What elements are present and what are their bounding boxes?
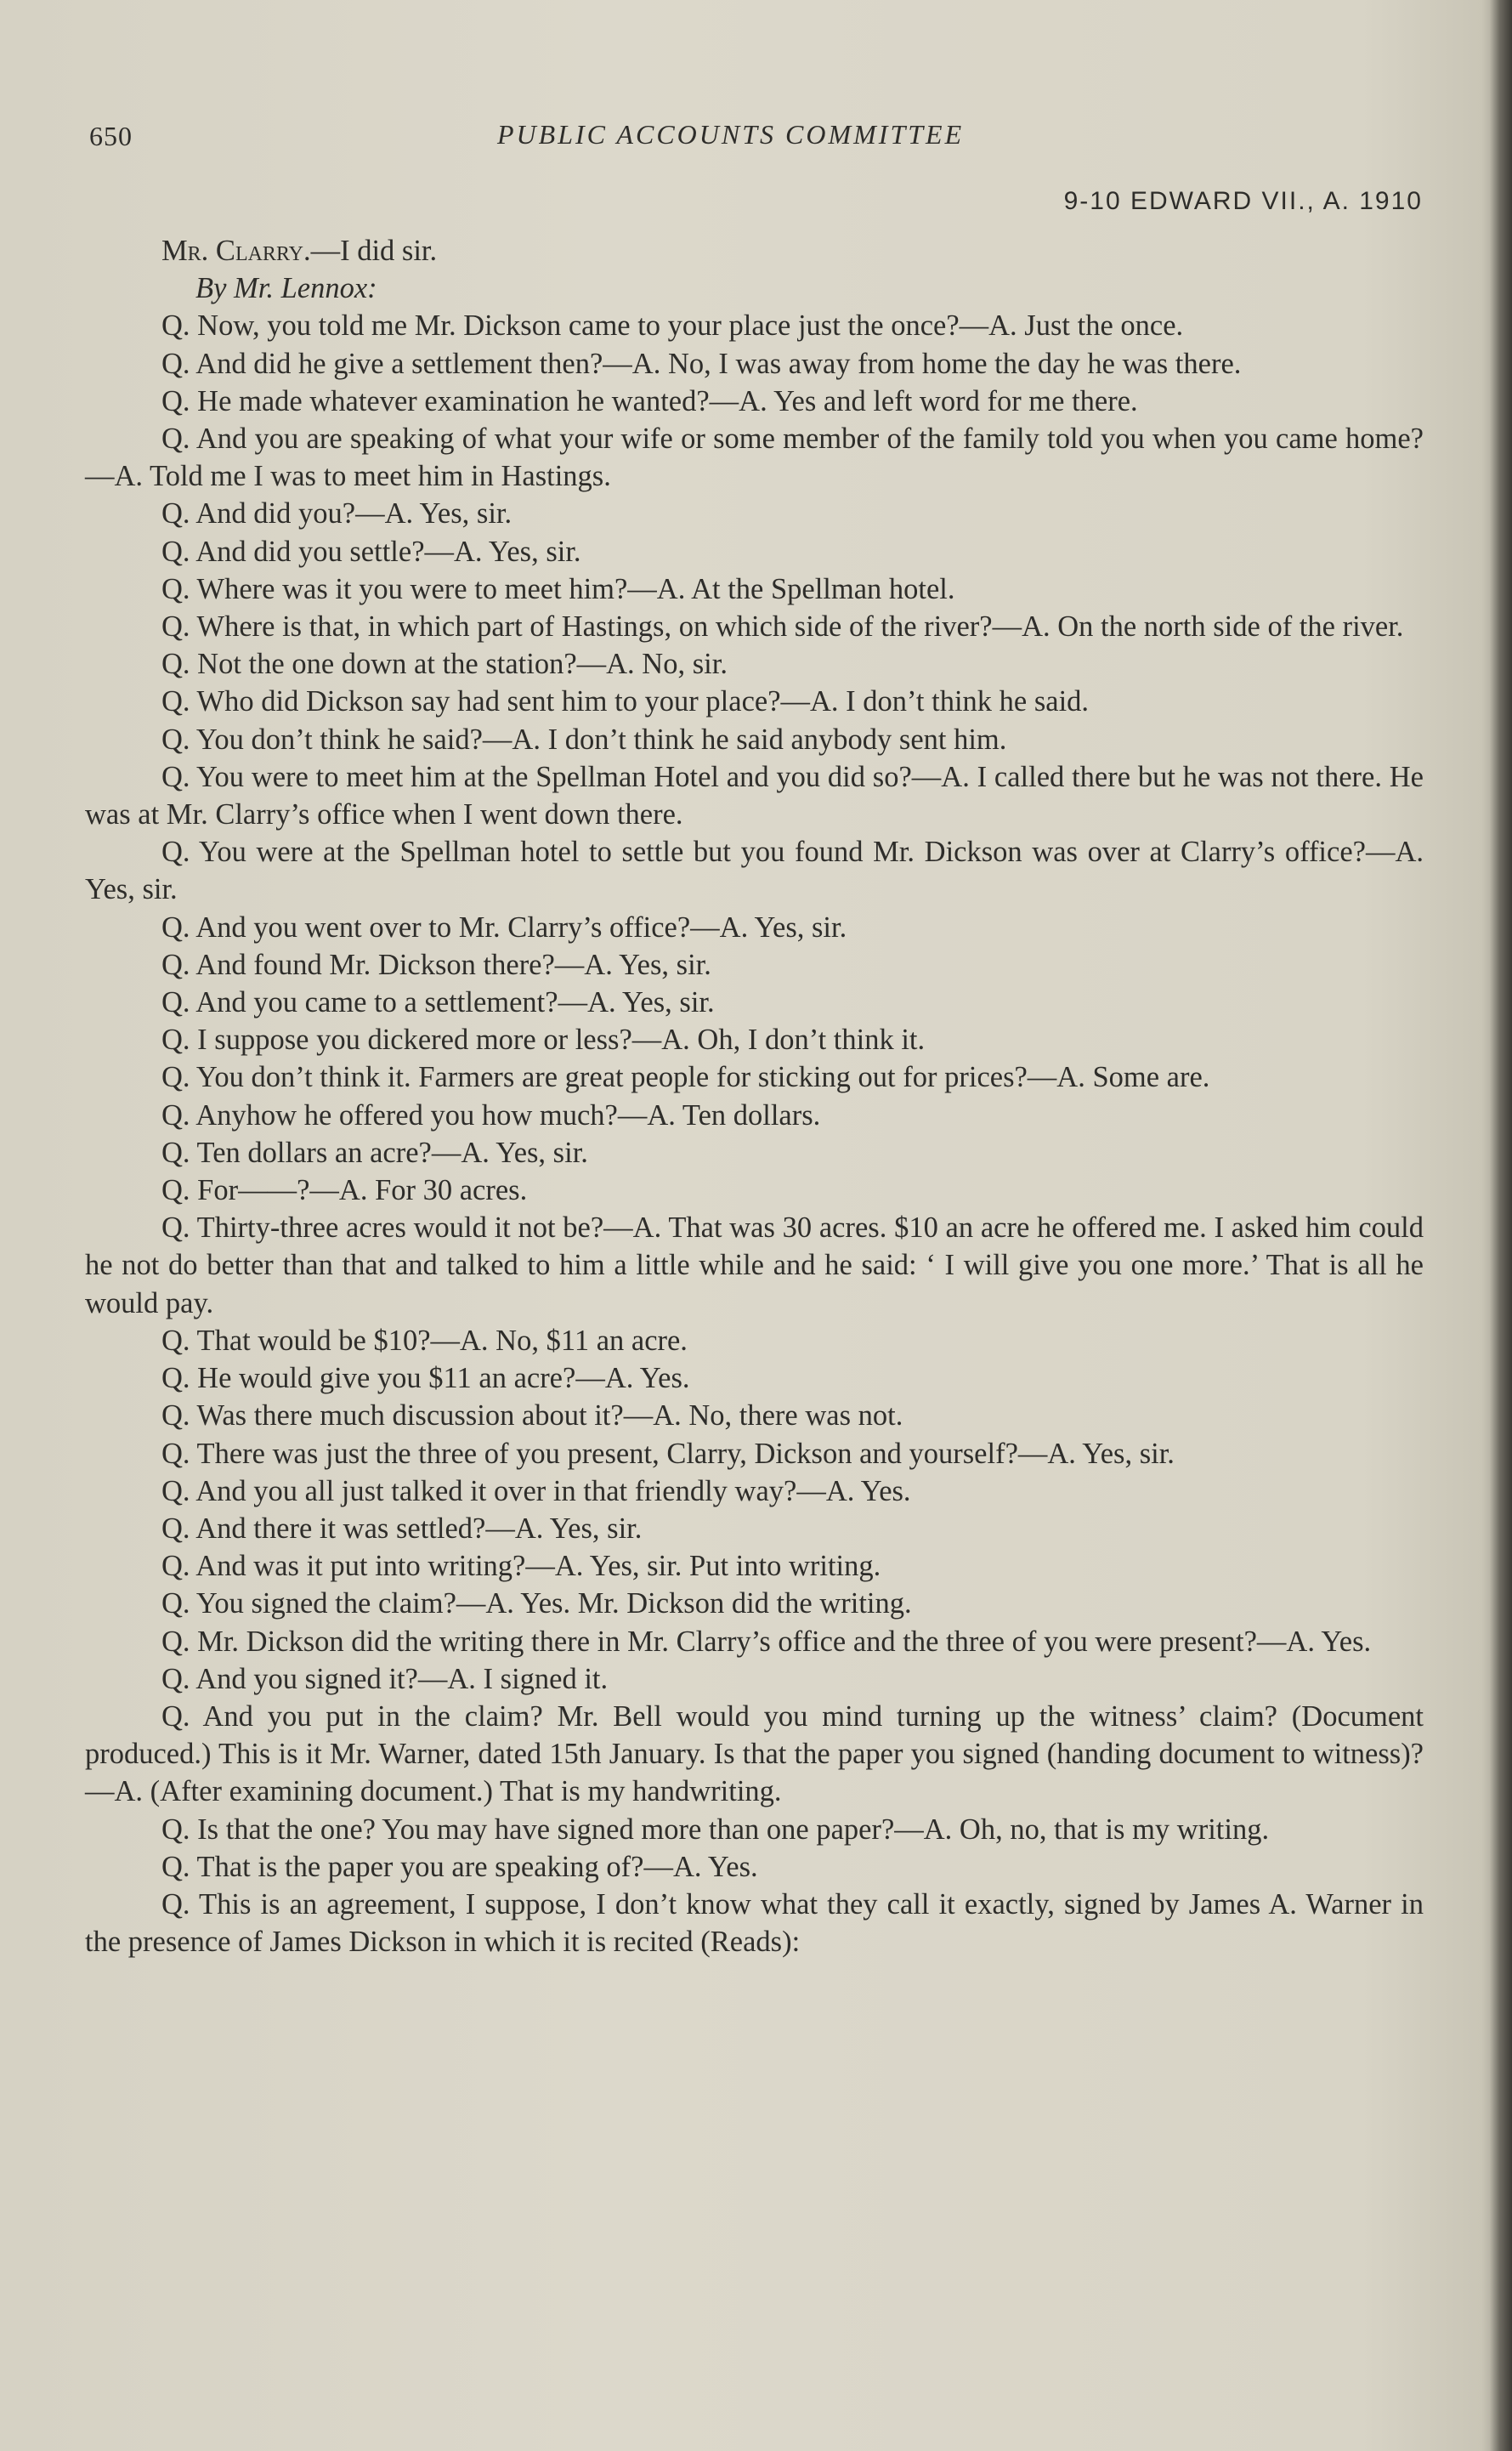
paragraph: Q. Who did Dickson say had sent him to your place?—A. I don’t think he said. xyxy=(161,685,1090,718)
paragraph: Q. And you came to a settlement?—A. Yes, sir. xyxy=(161,986,715,1019)
paragraph: Q. You don’t think it. Farmers are great people for sticking out for prices?—A. Some are. xyxy=(161,1061,1210,1094)
speaker-name: Mr. Clarry xyxy=(161,235,303,267)
paragraph: Q. I suppose you dickered more or less?—A. Oh, I don’t think it. xyxy=(161,1024,926,1057)
paragraph: Q. And you all just talked it over in that friendly way?—A. Yes. xyxy=(161,1474,911,1507)
paragraph: Q. Where is that, in which part of Hastings, on which side of the river?—A. On the north side of the river. xyxy=(161,610,1404,644)
paragraph: Q. You don’t think he said?—A. I don’t think he said anybody sent him. xyxy=(161,723,1007,756)
speaker-line xyxy=(85,232,1424,269)
examiner-heading: By Mr. Lennox: xyxy=(195,272,377,305)
paragraph: Q. Is that the one? You may have signed more than one paper?—A. Oh, no, that is my writing. xyxy=(161,1813,1270,1846)
paragraph: Q. Where was it you were to meet him?—A. At the Spellman hotel. xyxy=(161,572,955,605)
book-spine-shadow xyxy=(1490,0,1512,2451)
paragraph: Q. Ten dollars an acre?—A. Yes, sir. xyxy=(161,1136,588,1169)
paragraph: Q. There was just the three of you present, Clarry, Dickson and yourself?—A. Yes, sir. xyxy=(161,1437,1175,1470)
testimony-text xyxy=(85,232,1424,1960)
running-title: PUBLIC ACCOUNTS COMMITTEE xyxy=(497,119,965,150)
paragraph: Q. That is the paper you are speaking of?—A. Yes. xyxy=(161,1850,758,1883)
paragraph: Q. For——?—A. For 30 acres. xyxy=(161,1174,528,1207)
page-number: 650 xyxy=(89,121,133,151)
paragraph: Q. You were at the Spellman hotel to settle but you found Mr. Dickson was over at Clarry’s office?—A. Yes, sir. xyxy=(85,836,1424,906)
paragraph: Q. Not the one down at the station?—A. No, sir. xyxy=(161,648,728,681)
paragraph: Q. You signed the claim?—A. Yes. Mr. Dickson did the writing. xyxy=(161,1587,912,1620)
paragraph: Q. And did he give a settlement then?—A. No, I was away from home the day he was there. xyxy=(161,347,1242,380)
paragraph: Q. You were to meet him at the Spellman Hotel and you did so?—A. I called there but he was not there. He was at Mr. Clarry’s office when I went down there. xyxy=(85,760,1424,831)
paragraph: Q. Thirty-three acres would it not be?—A. That was 30 acres. $10 an acre he offered me. I asked him could he not do better than that and talked to him a little while and he said: ‘ I will give you one more.’ That is all he would pay. xyxy=(85,1211,1424,1319)
paragraph: Q. Now, you told me Mr. Dickson came to your place just the once?—A. Just the once. xyxy=(161,309,1184,343)
paragraph: Q. And you went over to Mr. Clarry’s office?—A. Yes, sir. xyxy=(161,911,847,944)
paragraph: Q. He would give you $11 an acre?—A. Yes. xyxy=(161,1362,690,1395)
paragraph: Q. He made whatever examination he wanted?—A. Yes and left word for me there. xyxy=(161,384,1138,417)
paragraph: Q. And found Mr. Dickson there?—A. Yes, sir. xyxy=(161,948,711,981)
paragraph: Q. And did you?—A. Yes, sir. xyxy=(161,497,512,530)
paragraph: Q. And you put in the claim? Mr. Bell would you mind turning up the witness’ claim? (Document produced.) This is it Mr. Warner, dated 15th January. Is that the paper you signed (handing document to witness)?—A. (After examining document.) That is my handwriting. xyxy=(85,1699,1424,1808)
speaker-speech: .—I did sir. xyxy=(303,235,438,267)
paragraph: Q. And there it was settled?—A. Yes, sir. xyxy=(161,1512,643,1545)
paragraph: Q. And you signed it?—A. I signed it. xyxy=(161,1662,609,1695)
paragraph: Q. Mr. Dickson did the writing there in Mr. Clarry’s office and the three of you were present?—A. Yes. xyxy=(161,1625,1372,1658)
paragraph: Q. And was it put into writing?—A. Yes, sir. Put into writing. xyxy=(161,1550,881,1583)
paragraph: Q. Anyhow he offered you how much?—A. Ten dollars. xyxy=(161,1098,821,1132)
paragraph: Q. That would be $10?—A. No, $11 an acre. xyxy=(161,1324,688,1357)
paragraph: Q. And did you settle?—A. Yes, sir. xyxy=(161,535,581,568)
edition-line: 9-10 EDWARD VII., A. 1910 xyxy=(1063,187,1423,215)
paragraph: Q. This is an agreement, I suppose, I don’t know what they call it exactly, signed by James A. Warner in the presence of James Dickson in which it is recited (Reads): xyxy=(85,1887,1424,1959)
paragraph: Q. And you are speaking of what your wife or some member of the family told you when you came home?—A. Told me I was to meet him in Hastings. xyxy=(85,423,1424,493)
paragraph: Q. Was there much discussion about it?—A. No, there was not. xyxy=(161,1399,903,1433)
